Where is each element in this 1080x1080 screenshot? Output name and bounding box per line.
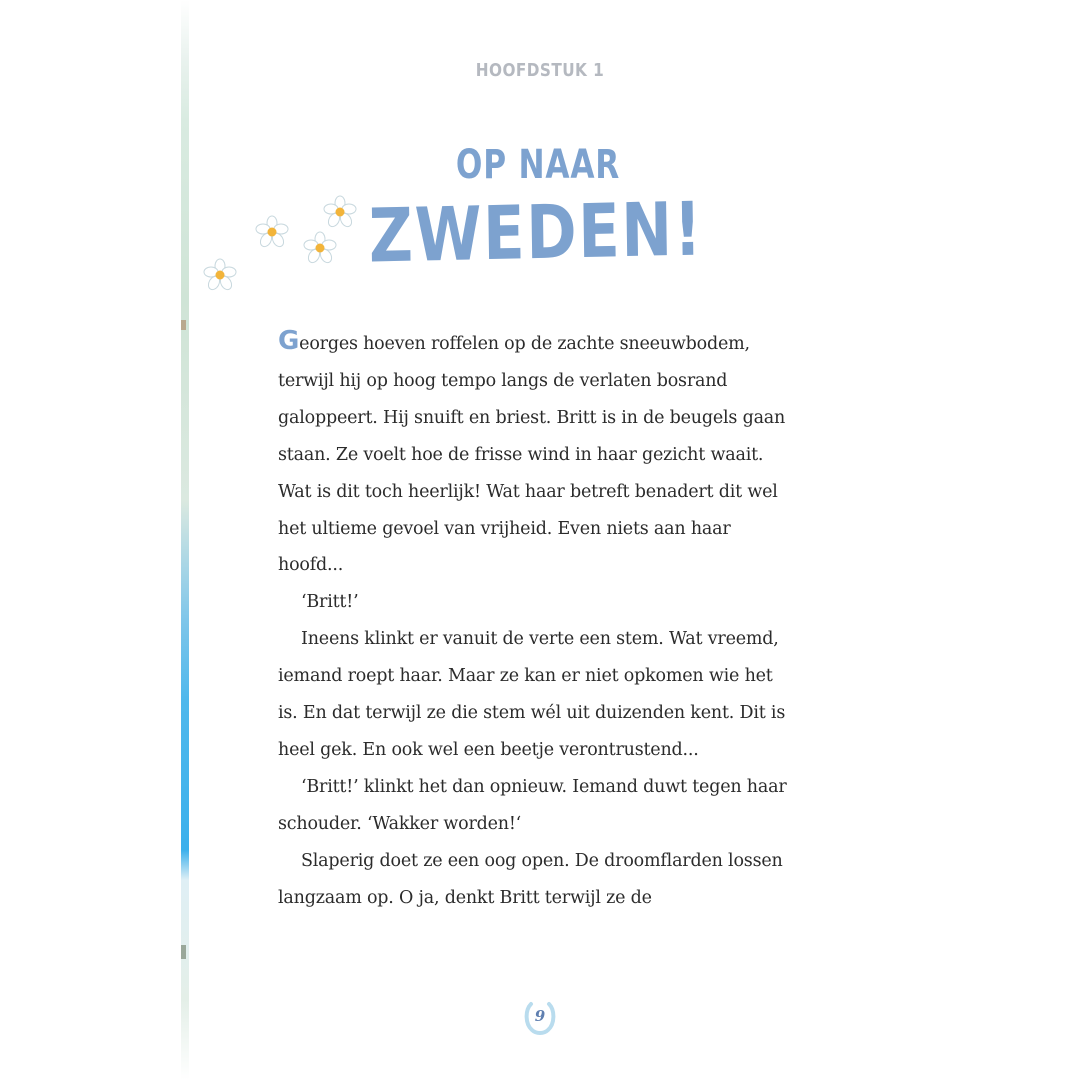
paragraph-text: eorges hoeven roffelen op de zachte sneeuwbodem, terwijl hij op hoog tempo langs de verlaten bosrand galoppeert. Hij snuift en briest. Britt is in de beugels gaan staan. Ze voelt hoe de frisse wind in haar gezicht waait. Wat is dit toch heerlijk! Wat haar betreft benadert dit wel het ultieme gevoel van vrijheid. Even niets aan haar hoofd... <box>278 334 786 576</box>
daisy-flower-icon <box>255 215 289 249</box>
spine-mark <box>181 945 186 959</box>
daisy-flower-icon <box>323 195 357 229</box>
chapter-body-text <box>278 326 788 917</box>
page-number-text: 9 <box>534 1007 546 1025</box>
paragraph: Ineens klinkt er vanuit de verte een stem. Wat vreemd, iemand roept haar. Maar ze kan er niet opkomen wie het is. En dat terwijl ze die stem wél uit duizenden kent. Dit is heel gek. En ook wel een beetje verontrustend... <box>278 629 786 760</box>
daisy-flower-icon <box>203 258 237 292</box>
paragraph: Slaperig doet ze een oog open. De droomflarden lossen langzaam op. O ja, denkt Britt terwijl ze de <box>278 850 783 908</box>
chapter-label: HOOFDSTUK 1 <box>475 60 605 81</box>
chapter-title-line1: OP NAAR <box>455 142 621 188</box>
paragraph: ‘Britt!’ <box>301 592 359 613</box>
spine-mark <box>181 320 186 330</box>
paragraph: ‘Britt!’ klinkt het dan opnieuw. Iemand duwt tegen haar schouder. ‘Wakker worden!‘ <box>278 776 787 834</box>
daisy-flower-icon <box>303 231 337 265</box>
drop-cap: G <box>278 326 300 356</box>
page-number <box>522 998 558 1038</box>
paragraph <box>278 326 788 584</box>
chapter-title-line2: ZWEDEN! <box>368 186 704 280</box>
